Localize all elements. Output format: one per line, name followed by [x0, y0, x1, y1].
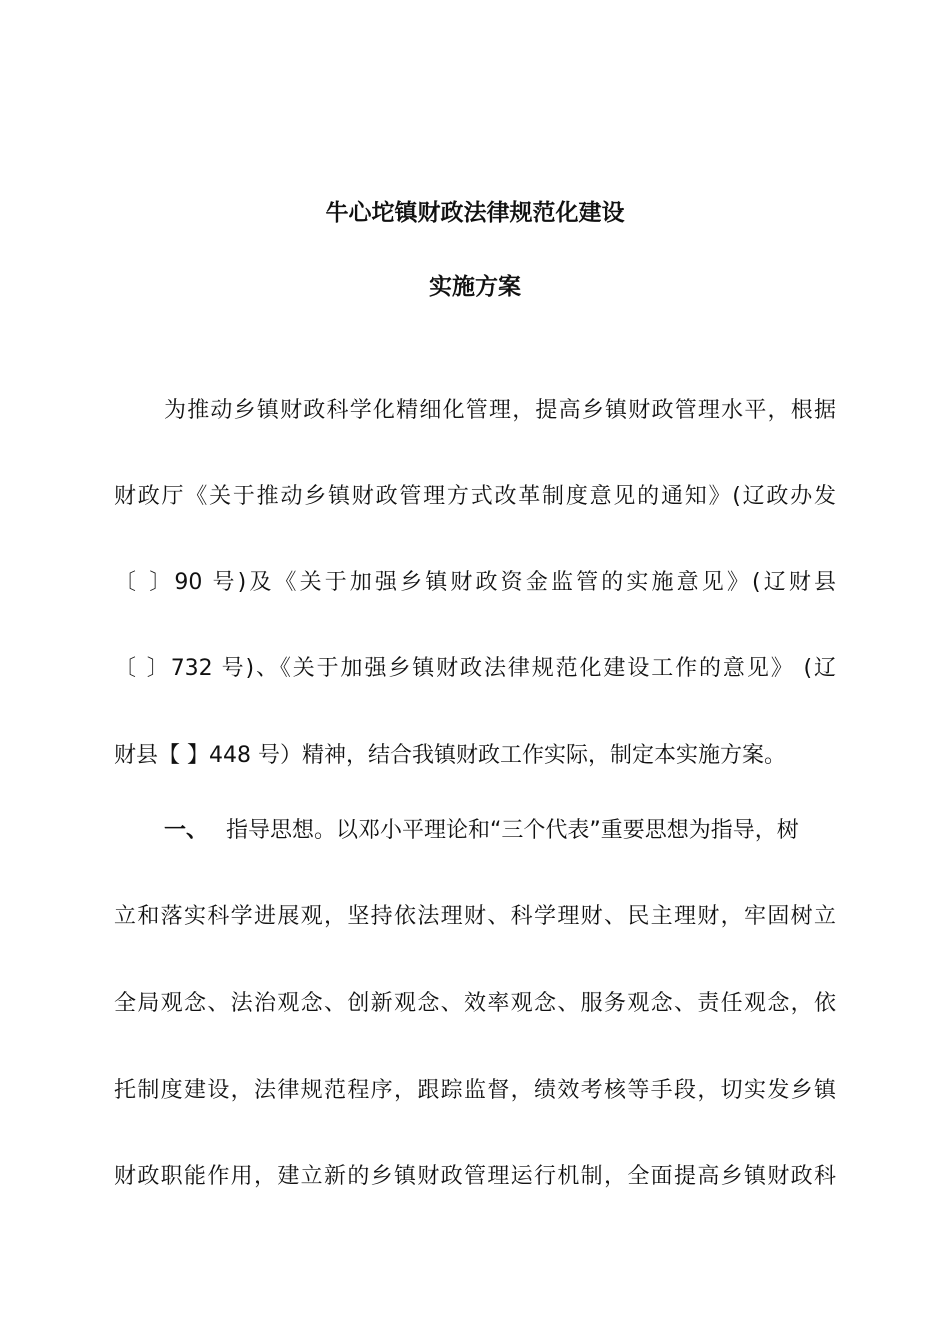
paragraph-line: 立和落实科学进展观，坚持依法理财、科学理财、民主理财，牢固树立 — [114, 904, 836, 929]
paragraph-line: 〔 〕90 号)及《关于加强乡镇财政资金监管的实施意见》(辽财县 — [114, 570, 836, 595]
document-title: 牛心坨镇财政法律规范化建设 — [325, 200, 625, 226]
paragraph-line: 为推动乡镇财政科学化精细化管理，提高乡镇财政管理水平，根据 — [164, 398, 836, 423]
paragraph-line: 全局观念、法治观念、创新观念、效率观念、服务观念、责任观念，依 — [114, 991, 836, 1016]
paragraph-line: 托制度建设，法律规范程序，跟踪监督，绩效考核等手段，切实发乡镇 — [114, 1078, 836, 1103]
section-number: 一、 — [164, 818, 209, 843]
paragraph-line: 财政厅《关于推动乡镇财政管理方式改革制度意见的通知》(辽政办发 — [114, 484, 836, 509]
paragraph-line: 〔 〕732 号)、《关于加强乡镇财政法律规范化建设工作的意见》 (辽 — [114, 656, 836, 681]
section-heading-line — [164, 816, 836, 846]
document-subtitle: 实施方案 — [429, 274, 521, 300]
section-heading-text: 指导思想。以邓小平理论和“三个代表”重要思想为指导，树 — [226, 818, 799, 843]
paragraph-line: 财政职能作用，建立新的乡镇财政管理运行机制，全面提高乡镇财政科 — [114, 1164, 836, 1189]
paragraph-line: 财县【 】448 号）精神，结合我镇财政工作实际，制定本实施方案。 — [114, 743, 786, 768]
